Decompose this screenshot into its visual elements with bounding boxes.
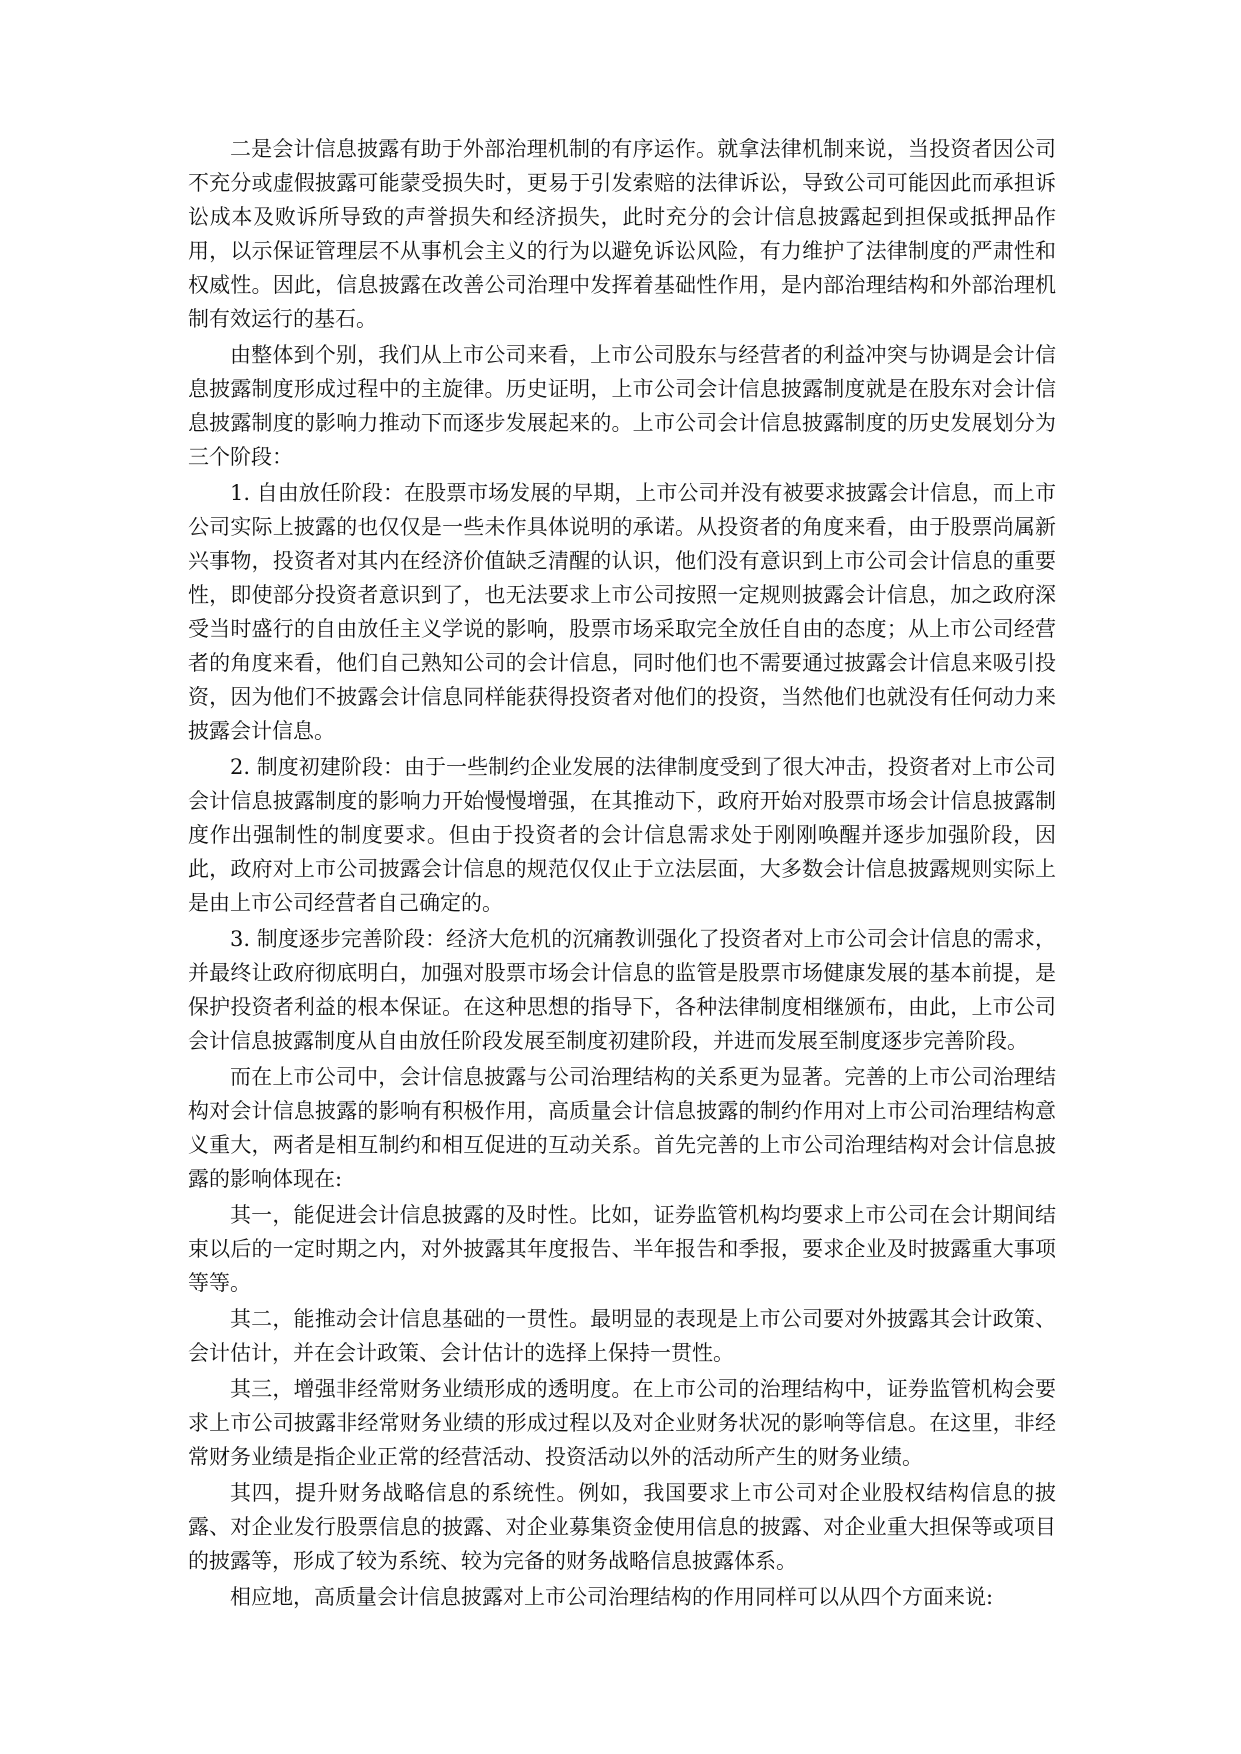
paragraph-external-governance: 二是会计信息披露有助于外部治理机制的有序运作。就拿法律机制来说，当投资者因公司不充分或虚假披露可能蒙受损失时，更易于引发索赔的法律诉讼，导致公司可能因此而承担诉讼成本及败诉所导致的声誉损失和经济损失，此时充分的会计信息披露起到担保或抵押品作用，以示保证管理层不从事机会主义的行为以避免诉讼风险，有力维护了法律制度的严肃性和权威性。因此，信息披露在改善公司治理中发挥着基础性作用，是内部治理结构和外部治理机制有效运行的基石。 (188, 137, 1056, 331)
paragraph-point-4-systematic: 其四，提升财务战略信息的系统性。例如，我国要求上市公司对企业股权结构信息的披露、对企业发行股票信息的披露、对企业募集资金使用信息的披露、对企业重大担保等或项目的披露等，形成了较为系统、较为完备的财务战略信息披露体系。 (188, 1481, 1056, 1573)
paragraph-stage-2-initial-system: 2. 制度初建阶段：由于一些制约企业发展的法律制度受到了很大冲击，投资者对上市公司会计信息披露制度的影响力开始慢慢增强，在其推动下，政府开始对股票市场会计信息披露制度作出强制性的制度要求。但由于投资者的会计信息需求处于刚刚唤醒并逐步加强阶段，因此，政府对上市公司披露会计信息的规范仅仅止于立法层面，大多数会计信息披露规则实际上是由上市公司经营者自己确定的。 (188, 755, 1056, 915)
paragraph-stage-3-improvement: 3. 制度逐步完善阶段：经济大危机的沉痛教训强化了投资者对上市公司会计信息的需求，并最终让政府彻底明白，加强对股票市场会计信息的监管是股票市场健康发展的基本前提，是保护投资者利益的根本保证。在这种思想的指导下，各种法律制度相继颁布，由此，上市公司会计信息披露制度从自由放任阶段发展至制度初建阶段，并进而发展至制度逐步完善阶段。 (188, 927, 1056, 1053)
paragraph-conclusion-lead: 相应地，高质量会计信息披露对上市公司治理结构的作用同样可以从四个方面来说: (230, 1585, 994, 1609)
paragraph-stage-1-laissez-faire: 1. 自由放任阶段：在股票市场发展的早期，上市公司并没有被要求披露会计信息，而上市公司实际上披露的也仅仅是一些未作具体说明的承诺。从投资者的角度来看，由于股票尚属新兴事物，投资者对其内在经济价值缺乏清醒的认识，他们没有意识到上市公司会计信息的重要性，即使部分投资者意识到了，也无法要求上市公司按照一定规则披露会计信息，加之政府深受当时盛行的自由放任主义学说的影响，股票市场采取完全放任自由的态度；从上市公司经营者的角度来看，他们自己熟知公司的会计信息，同时他们也不需要通过披露会计信息来吸引投资，因为他们不披露会计信息同样能获得投资者对他们的投资，当然他们也就没有任何动力来披露会计信息。 (188, 481, 1056, 743)
paragraph-point-1-timeliness: 其一，能促进会计信息披露的及时性。比如，证券监管机构均要求上市公司在会计期间结束以后的一定时期之内，对外披露其年度报告、半年报告和季报，要求企业及时披露重大事项等等。 (188, 1203, 1056, 1295)
paragraph-governance-relationship: 而在上市公司中，会计信息披露与公司治理结构的关系更为显著。完善的上市公司治理结构对会计信息披露的影响有积极作用，高质量会计信息披露的制约作用对上市公司治理结构意义重大，两者是相互制约和相互促进的互动关系。首先完善的上市公司治理结构对会计信息披露的影响体现在: (188, 1065, 1056, 1191)
paragraph-point-2-consistency: 其二，能推动会计信息基础的一贯性。最明显的表现是上市公司要对外披露其会计政策、会计估计，并在会计政策、会计估计的选择上保持一贯性。 (188, 1307, 1056, 1365)
paragraph-listed-company-history: 由整体到个别，我们从上市公司来看，上市公司股东与经营者的利益冲突与协调是会计信息披露制度形成过程中的主旋律。历史证明，上市公司会计信息披露制度就是在股东对会计信息披露制度的影响力推动下而逐步发展起来的。上市公司会计信息披露制度的历史发展划分为三个阶段： (188, 343, 1056, 469)
document-body (188, 132, 1056, 1616)
paragraph-point-3-transparency: 其三，增强非经常财务业绩形成的透明度。在上市公司的治理结构中，证券监管机构会要求上市公司披露非经常财务业绩的形成过程以及对企业财务状况的影响等信息。在这里，非经常财务业绩是指企业正常的经营活动、投资活动以外的活动所产生的财务业绩。 (188, 1377, 1056, 1469)
